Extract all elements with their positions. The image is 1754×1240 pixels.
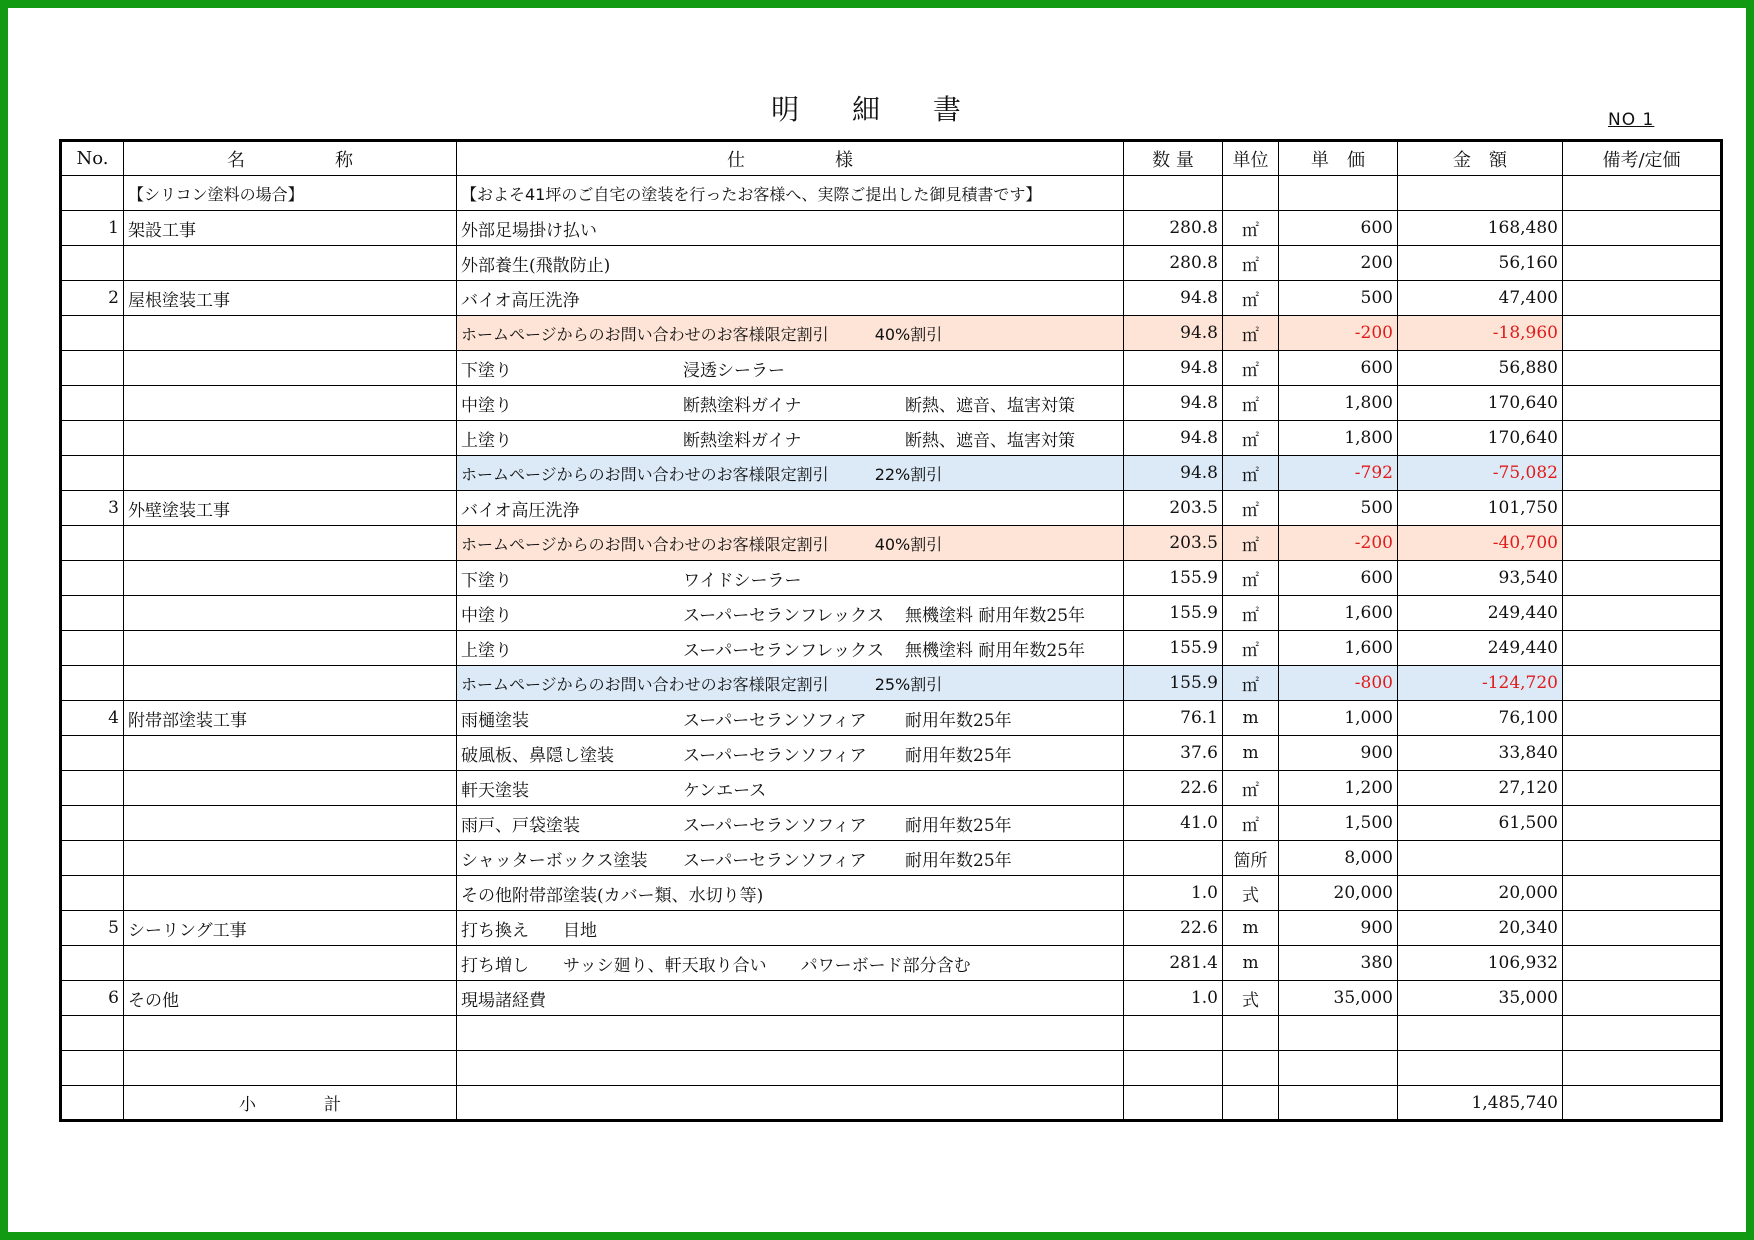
row-no [61,526,124,561]
row-name [124,771,457,806]
table-row [61,841,1722,876]
row-unit: ㎡ [1223,246,1279,281]
table-row [61,911,1722,946]
row-unit: ㎡ [1223,666,1279,701]
row-qty: 94.8 [1124,386,1223,421]
table-row [61,596,1722,631]
row-unit: ㎡ [1223,806,1279,841]
row-unit: m [1223,946,1279,981]
row-unit: ㎡ [1223,211,1279,246]
empty-cell [1124,1016,1223,1051]
row-name [124,946,457,981]
row-note [1563,911,1722,946]
header-amount: 金 額 [1398,141,1563,176]
discount-label: ホームページからのお問い合わせのお客様限定割引 [461,674,829,694]
row-name [124,876,457,911]
row-qty: 22.6 [1124,911,1223,946]
row-amount: 56,880 [1398,351,1563,386]
row-note [1563,666,1722,701]
row-spec [457,701,1124,736]
row-spec [457,946,1124,981]
table-row [61,561,1722,596]
empty-cell [1563,1086,1722,1121]
empty-cell [457,1086,1124,1121]
row-unit: ㎡ [1223,491,1279,526]
row-spec [457,806,1124,841]
row-spec [457,666,1124,701]
row-amount: 33,840 [1398,736,1563,771]
row-note [1563,316,1722,351]
row-spec [457,631,1124,666]
row-spec [457,526,1124,561]
row-amount: 27,120 [1398,771,1563,806]
empty-cell [61,1086,124,1121]
header-no: No. [61,141,124,176]
spec-item: 雨樋塗装 [461,710,529,731]
empty-cell [1279,1016,1398,1051]
row-amount: 76,100 [1398,701,1563,736]
table-row [61,316,1722,351]
spec-item: 破風板、鼻隠し塗装 [461,745,614,766]
row-name [124,806,457,841]
spec-item: その他附帯部塗装(カバー類、水切り等) [461,885,764,906]
row-unit: ㎡ [1223,456,1279,491]
row-amount: -75,082 [1398,456,1563,491]
row-name: 外壁塗装工事 [124,491,457,526]
row-note [1563,456,1722,491]
row-qty: 76.1 [1124,701,1223,736]
spec-note: 耐用年数25年 [905,745,1012,766]
table-row [61,771,1722,806]
spec-item: 外部足場掛け払い [461,220,597,241]
row-note [1563,561,1722,596]
row-no: 2 [61,281,124,316]
table-row [61,806,1722,841]
subtotal-row [61,1086,1722,1121]
empty-cell [1279,1051,1398,1086]
empty-cell [61,1051,124,1086]
table-row [61,876,1722,911]
row-no [61,386,124,421]
row-price: 600 [1279,211,1398,246]
row-spec [457,911,1124,946]
empty-cell [1398,1016,1563,1051]
row-name [124,666,457,701]
spec-item: バイオ高圧洗浄 [461,500,580,521]
row-name [124,421,457,456]
empty-row [61,1051,1722,1086]
row-note [1563,211,1722,246]
row-qty: 155.9 [1124,666,1223,701]
row-spec [457,981,1124,1016]
empty-cell [1279,1086,1398,1121]
row-no: 3 [61,491,124,526]
row-amount: 249,440 [1398,631,1563,666]
discount-rate: 40%割引 [874,324,943,344]
row-unit: ㎡ [1223,281,1279,316]
row-note [1563,596,1722,631]
empty-cell [1563,1051,1722,1086]
row-qty: 37.6 [1124,736,1223,771]
document-number: NO 1 [1608,110,1655,130]
row-unit: ㎡ [1223,421,1279,456]
row-amount: 20,340 [1398,911,1563,946]
row-unit: ㎡ [1223,386,1279,421]
row-qty: 22.6 [1124,771,1223,806]
row-qty: 94.8 [1124,421,1223,456]
row-unit: 式 [1223,981,1279,1016]
row-amount: 93,540 [1398,561,1563,596]
row-price: 20,000 [1279,876,1398,911]
spec-note: 断熱、遮音、塩害対策 [905,395,1075,416]
row-note [1563,701,1722,736]
empty-cell [1223,1086,1279,1121]
row-spec [457,421,1124,456]
discount-rate: 40%割引 [874,534,943,554]
subtotal-label: 小 計 [124,1086,457,1121]
header-unit: 単位 [1223,141,1279,176]
header-qty: 数 量 [1124,141,1223,176]
discount-rate: 22%割引 [874,464,943,484]
row-spec [457,561,1124,596]
row-unit: ㎡ [1223,631,1279,666]
row-name [124,386,457,421]
row-amount: 249,440 [1398,596,1563,631]
row-price: 1,600 [1279,596,1398,631]
row-note [1563,736,1722,771]
row-price: 500 [1279,491,1398,526]
table-row [61,631,1722,666]
row-price: 200 [1279,246,1398,281]
row-spec [457,596,1124,631]
row-note [1563,526,1722,561]
document-title: 明 細 書 [771,93,983,126]
row-amount: -124,720 [1398,666,1563,701]
discount-label: ホームページからのお問い合わせのお客様限定割引 [461,464,829,484]
row-price: 1,000 [1279,701,1398,736]
row-no [61,561,124,596]
row-spec [457,316,1124,351]
row-spec [457,491,1124,526]
spec-note: 耐用年数25年 [905,815,1012,836]
spec-note: 断熱、遮音、塩害対策 [905,430,1075,451]
row-amount [1398,841,1563,876]
row-amount: 47,400 [1398,281,1563,316]
row-price: 8,000 [1279,841,1398,876]
row-spec [457,281,1124,316]
spec-item: 中塗り [461,395,512,416]
empty-cell [1124,1051,1223,1086]
table-row [61,421,1722,456]
row-spec [457,386,1124,421]
row-unit: 式 [1223,876,1279,911]
spec-note: 無機塗料 耐用年数25年 [905,640,1086,661]
row-no: 6 [61,981,124,1016]
row-no [61,806,124,841]
row-note [1563,246,1722,281]
spec-material: 浸透シーラー [683,360,785,381]
row-name: その他 [124,981,457,1016]
row-no [61,351,124,386]
table-row [61,211,1722,246]
row-unit: ㎡ [1223,596,1279,631]
spec-material: スーパーセランソフィア [683,710,867,731]
estimate-table [59,139,1723,1122]
empty-cell [1398,1051,1563,1086]
row-price: 600 [1279,351,1398,386]
row-qty: 280.8 [1124,246,1223,281]
spec-material: スーパーセランソフィア [683,745,867,766]
table-row [61,281,1722,316]
spec-material: 断熱塗料ガイナ [683,430,802,451]
row-no [61,456,124,491]
spec-note: 耐用年数25年 [905,850,1012,871]
row-note [1563,771,1722,806]
row-unit: ㎡ [1223,561,1279,596]
row-no: 4 [61,701,124,736]
row-amount: 170,640 [1398,386,1563,421]
row-amount: 101,750 [1398,491,1563,526]
empty-cell [1223,1051,1279,1086]
row-note [1563,281,1722,316]
spec-note: 無機塗料 耐用年数25年 [905,605,1086,626]
row-spec [457,841,1124,876]
header-name: 名 称 [124,141,457,176]
spec-material: スーパーセランフレックス [683,605,884,626]
table-row [61,946,1722,981]
spec-note: 耐用年数25年 [905,710,1012,731]
row-note [1563,981,1722,1016]
spec-material: スーパーセランソフィア [683,850,867,871]
empty-cell [61,1016,124,1051]
empty-cell [124,1051,457,1086]
spec-item: シャッターボックス塗装 [461,850,648,871]
row-qty: 41.0 [1124,806,1223,841]
row-price: 500 [1279,281,1398,316]
row-no [61,596,124,631]
table-row [61,491,1722,526]
discount-label: ホームページからのお問い合わせのお客様限定割引 [461,324,829,344]
row-no [61,246,124,281]
table-row [61,456,1722,491]
row-spec [457,876,1124,911]
row-note [1563,491,1722,526]
spec-material: ケンエース [683,780,767,801]
spec-material: ワイドシーラー [683,570,802,591]
empty-cell [1563,1016,1722,1051]
spec-item: バイオ高圧洗浄 [461,290,580,311]
spec-material: 断熱塗料ガイナ [683,395,802,416]
row-spec [457,456,1124,491]
row-price: 1,200 [1279,771,1398,806]
row-spec [457,246,1124,281]
row-no [61,876,124,911]
spec-item: 現場諸経費 [461,990,546,1011]
row-amount: 35,000 [1398,981,1563,1016]
row-no [61,666,124,701]
row-amount: 106,932 [1398,946,1563,981]
row-amount: 170,640 [1398,421,1563,456]
row-note [1563,386,1722,421]
row-spec [457,211,1124,246]
row-price: 900 [1279,736,1398,771]
row-unit: 箇所 [1223,841,1279,876]
row-note [1563,351,1722,386]
row-qty: 1.0 [1124,876,1223,911]
row-price: 600 [1279,561,1398,596]
spec-item: 上塗り [461,640,512,661]
row-amount: 168,480 [1398,211,1563,246]
row-price: -792 [1279,456,1398,491]
spec-material: スーパーセランソフィア [683,815,867,836]
table-row [61,386,1722,421]
row-price: 1,500 [1279,806,1398,841]
row-name: シーリング工事 [124,911,457,946]
row-qty: 94.8 [1124,316,1223,351]
discount-rate: 25%割引 [874,674,943,694]
row-qty: 280.8 [1124,211,1223,246]
spec-material: スーパーセランフレックス [683,640,884,661]
row-qty: 94.8 [1124,456,1223,491]
row-qty: 94.8 [1124,281,1223,316]
row-unit: ㎡ [1223,316,1279,351]
row-no [61,421,124,456]
row-qty: 155.9 [1124,596,1223,631]
row-name [124,841,457,876]
row-no [61,736,124,771]
row-name [124,631,457,666]
row-name [124,246,457,281]
spec-item: 外部養生(飛散防止) [461,255,611,276]
empty-cell [457,1051,1124,1086]
header-price: 単 価 [1279,141,1398,176]
row-price: -800 [1279,666,1398,701]
row-qty: 203.5 [1124,491,1223,526]
row-unit: ㎡ [1223,771,1279,806]
row-spec [457,351,1124,386]
row-no [61,631,124,666]
row-price: 1,800 [1279,421,1398,456]
row-price: 900 [1279,911,1398,946]
row-price: 1,800 [1279,386,1398,421]
row-note [1563,841,1722,876]
intro-row [61,176,1722,211]
row-note [1563,806,1722,841]
row-name: 架設工事 [124,211,457,246]
row-name [124,526,457,561]
row-name [124,316,457,351]
row-amount: -18,960 [1398,316,1563,351]
spec-item: 打ち増し サッシ廻り、軒天取り合い パワーボード部分含む [461,955,971,976]
empty-cell [1223,1016,1279,1051]
row-unit: m [1223,911,1279,946]
row-no [61,946,124,981]
spec-item: 上塗り [461,430,512,451]
row-unit: m [1223,736,1279,771]
discount-label: ホームページからのお問い合わせのお客様限定割引 [461,534,829,554]
spec-item: 中塗り [461,605,512,626]
row-no [61,841,124,876]
row-name [124,351,457,386]
spec-item: 下塗り [461,570,512,591]
empty-cell [457,1016,1124,1051]
intro-spec: 【およそ41坪のご自宅の塗装を行ったお客様へ、実際ご提出した御見積書です】 [457,176,1124,211]
row-qty: 155.9 [1124,561,1223,596]
header-note: 備考/定価 [1563,141,1722,176]
row-qty: 281.4 [1124,946,1223,981]
row-qty: 94.8 [1124,351,1223,386]
row-price: 35,000 [1279,981,1398,1016]
row-no: 1 [61,211,124,246]
spec-item: 下塗り [461,360,512,381]
row-unit: ㎡ [1223,526,1279,561]
row-amount: 20,000 [1398,876,1563,911]
row-spec [457,736,1124,771]
spec-item: 軒天塗装 [461,780,529,801]
row-amount: 56,160 [1398,246,1563,281]
header-row [61,141,1722,176]
row-name [124,561,457,596]
header-spec: 仕 様 [457,141,1124,176]
row-price: 380 [1279,946,1398,981]
row-name [124,596,457,631]
row-note [1563,421,1722,456]
spec-item: 雨戸、戸袋塗装 [461,815,580,836]
table-row [61,526,1722,561]
row-price: 1,600 [1279,631,1398,666]
row-note [1563,946,1722,981]
empty-cell [124,1016,457,1051]
row-qty: 155.9 [1124,631,1223,666]
row-name [124,736,457,771]
table-row [61,666,1722,701]
table-row [61,981,1722,1016]
row-qty: 1.0 [1124,981,1223,1016]
row-note [1563,631,1722,666]
row-amount: -40,700 [1398,526,1563,561]
row-price: -200 [1279,316,1398,351]
row-note [1563,876,1722,911]
row-no [61,771,124,806]
row-name: 屋根塗装工事 [124,281,457,316]
row-spec [457,771,1124,806]
table-row [61,736,1722,771]
row-price: -200 [1279,526,1398,561]
row-no [61,316,124,351]
row-no: 5 [61,911,124,946]
row-amount: 61,500 [1398,806,1563,841]
table-row [61,701,1722,736]
row-name: 附帯部塗装工事 [124,701,457,736]
empty-row [61,1016,1722,1051]
subtotal-amount: 1,485,740 [1398,1086,1563,1121]
row-qty [1124,841,1223,876]
table-row [61,246,1722,281]
spec-item: 打ち換え 目地 [461,920,597,941]
row-unit: m [1223,701,1279,736]
table-row [61,351,1722,386]
row-unit: ㎡ [1223,351,1279,386]
row-name [124,456,457,491]
empty-cell [1124,1086,1223,1121]
row-qty: 203.5 [1124,526,1223,561]
intro-name: 【シリコン塗料の場合】 [124,176,457,211]
